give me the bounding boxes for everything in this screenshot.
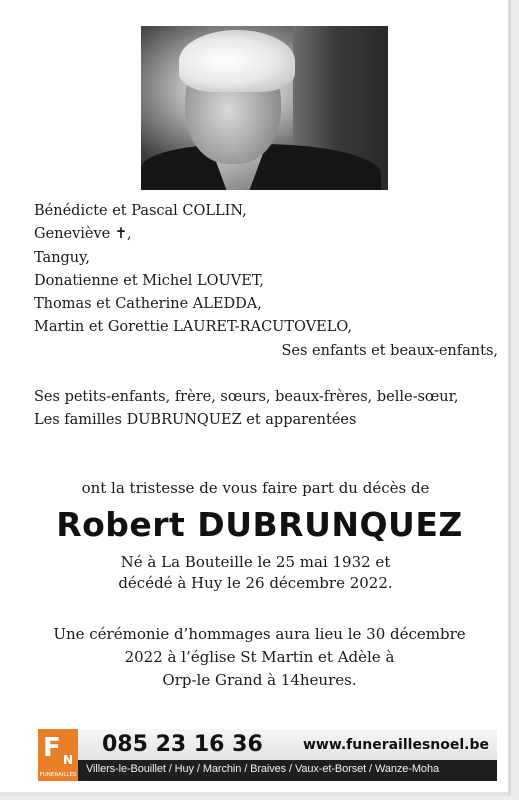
ceremony-line: Orp-le Grand à 14heures.	[162, 671, 357, 689]
deceased-name: Robert DUBRUNQUEZ	[56, 505, 463, 544]
ceremony-line: Une cérémonie d’hommages aura lieu le 30 décembre	[53, 625, 466, 643]
contact-bar	[78, 729, 497, 760]
ceremony-line: 2022 à l’église St Martin et Adèle à	[124, 648, 395, 666]
family-member: Bénédicte et Pascal COLLIN,	[34, 203, 247, 219]
portrait-photo	[141, 26, 388, 190]
extended-family: Les familles DUBRUNQUEZ et apparentées	[34, 412, 357, 429]
locations-list: Villers-le-Bouillet / Huy / Marchin / Braives / Vaux-et-Borset / Wanze-Moha	[86, 763, 439, 775]
ceremony-info	[0, 623, 519, 692]
website-link[interactable]: www.funeraillesnoel.be	[302, 737, 489, 753]
extended-family: Ses petits-enfants, frère, sœurs, beaux-frères, belle-sœur,	[34, 389, 459, 406]
birth-death-dates	[0, 552, 511, 594]
announcement-text: ont la tristesse de vous faire part du décès de	[81, 479, 430, 497]
birth-line: Né à La Bouteille le 25 mai 1932 et	[120, 553, 391, 571]
family-member: Tanguy,	[34, 249, 91, 266]
phone-number: 085 23 16 36	[102, 732, 263, 757]
locations-bar	[78, 760, 497, 781]
family-member: Thomas et Catherine ALEDDA,	[34, 296, 262, 313]
logo-letter: F	[43, 733, 61, 763]
family-member: Martin et Gorettie LAURET-RACUTOVELO,	[34, 319, 353, 336]
family-member: Geneviève ✝,	[34, 226, 132, 243]
death-line: décédé à Huy le 26 décembre 2022.	[118, 574, 393, 592]
funeral-home-banner	[38, 729, 497, 781]
logo-sub-letter: N	[63, 753, 74, 767]
funeral-home-logo	[38, 729, 78, 781]
logo-text: FUNERAILLES	[39, 772, 77, 778]
family-list	[34, 200, 498, 433]
children-caption: Ses enfants et beaux-enfants,	[281, 342, 498, 359]
family-member: Donatienne et Michel LOUVET,	[34, 272, 264, 289]
